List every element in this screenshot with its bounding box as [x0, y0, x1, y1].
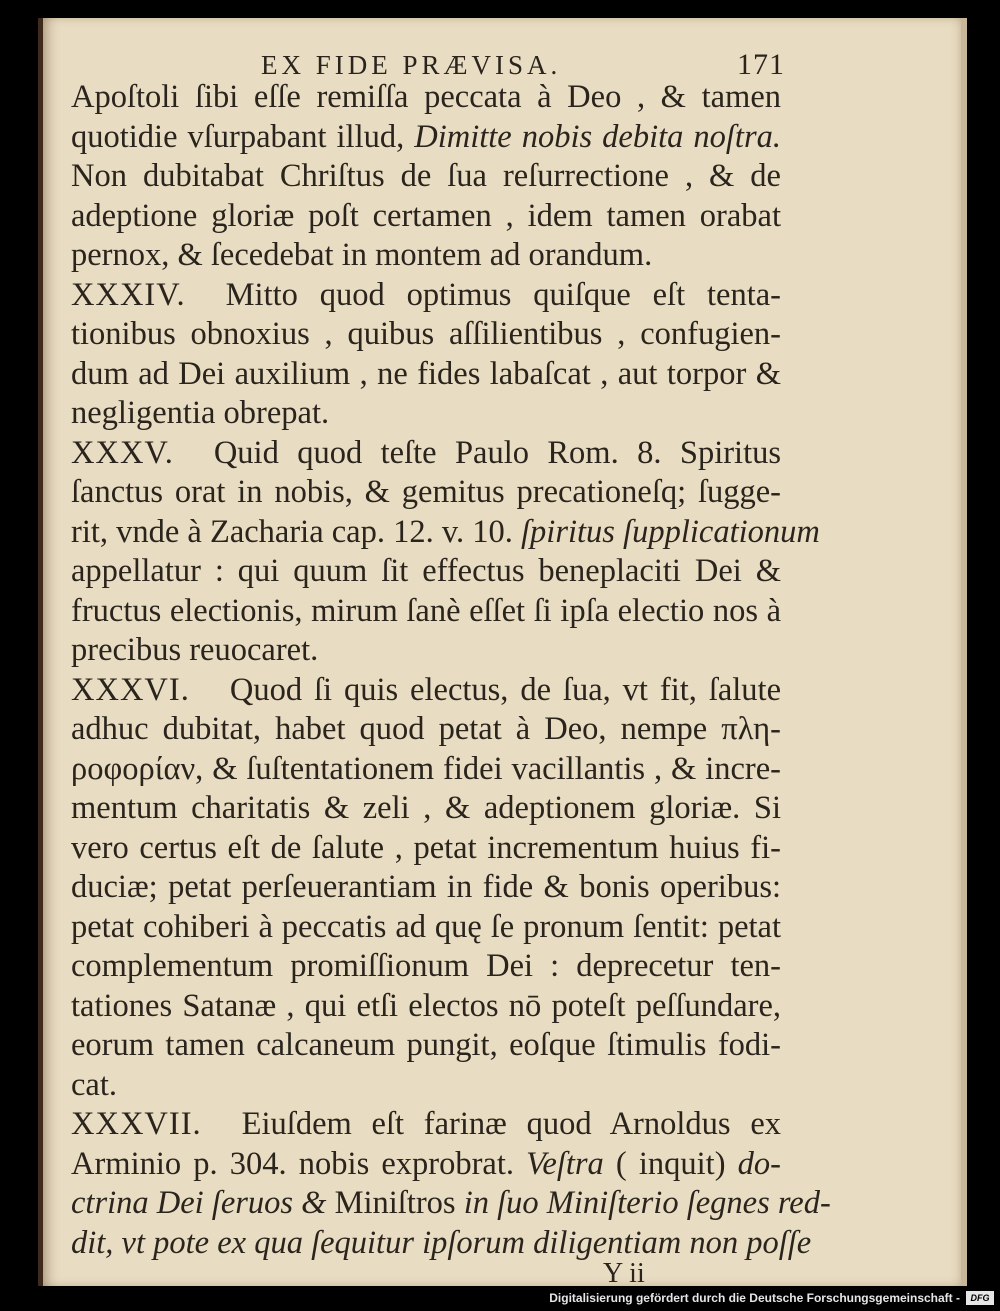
roman-text: Eiuſdem eſt farinæ quod Arnoldus ex	[241, 1106, 781, 1142]
text-line	[71, 829, 781, 869]
text-line	[71, 987, 781, 1027]
text-line	[71, 1026, 781, 1066]
roman-text: precibus reuocaret.	[71, 632, 319, 668]
text-line	[71, 236, 781, 276]
funding-credit: Digitalisierung gefördert durch die Deutsche Forschungsgemeinschaft -	[549, 1291, 960, 1305]
catchword: Y ii	[603, 1258, 645, 1289]
roman-text: ( inquit)	[603, 1145, 738, 1182]
dfg-logo: DFG	[966, 1291, 994, 1305]
roman-text: duciæ; petat perſeuerantiam in fide & bonis operibus:	[71, 869, 781, 905]
section-number: XXXVI.	[71, 671, 190, 708]
roman-text: quotidie vſurpabant illud,	[71, 118, 415, 155]
roman-text: mentum charitatis & zeli , & adeptionem gloriæ. Si	[71, 790, 781, 826]
roman-text: Non dubitabat Chriſtus de ſua reſurrectione , & de	[71, 158, 781, 194]
text-line	[71, 276, 781, 316]
text-line	[71, 710, 781, 750]
text-line	[71, 868, 781, 908]
roman-text: Quid quod teſte Paulo Rom. 8. Spiritus	[213, 434, 781, 471]
text-line	[71, 315, 781, 355]
section-number: XXXIV.	[71, 276, 186, 313]
text-line	[71, 908, 781, 948]
italic-text: ctrina Dei ſeruos &	[71, 1185, 335, 1221]
text-line	[71, 1066, 781, 1106]
text-line	[71, 394, 781, 434]
text-line	[71, 78, 781, 118]
text-line	[71, 157, 781, 197]
text-line	[71, 1105, 781, 1145]
text-line	[71, 789, 781, 829]
roman-text: vero certus eſt de ſalute , petat incrementum huius fi-	[71, 829, 781, 866]
text-body	[71, 78, 831, 1263]
roman-text: pernox, & ſecedebat in montem ad orandum.	[71, 237, 653, 273]
roman-text: cat.	[71, 1066, 118, 1103]
page-number: 171	[737, 48, 785, 81]
italic-text: Veſtra	[526, 1145, 604, 1182]
book-page	[38, 18, 967, 1289]
roman-text: ſanctus orat in nobis, & gemitus precationeſq; ſugge-	[71, 474, 781, 510]
italic-text: dit, vt pote ex qua ſequitur ipſorum diligentiam non poſſe	[71, 1224, 812, 1261]
text-line	[71, 592, 781, 632]
text-line	[71, 631, 781, 671]
running-title: EX FIDE PRÆVISA.	[261, 50, 562, 80]
roman-text: tionibus obnoxius , quibus aſſilientibus , confugien-	[71, 316, 781, 352]
roman-text: appellatur : qui quum ſit effectus beneplaciti Dei &	[71, 553, 781, 589]
roman-text: Arminio p. 304. nobis exprobrat.	[71, 1145, 527, 1182]
italic-text: in ſuo Miniſterio ſegnes red-	[463, 1185, 831, 1221]
text-line	[71, 513, 820, 553]
text-line	[71, 552, 781, 592]
roman-text: rit, vnde à Zacharia cap. 12. v. 10.	[71, 513, 522, 550]
roman-text: dum ad Dei auxilium , ne fides labaſcat , aut torpor &	[71, 355, 781, 392]
footer-bar	[0, 1289, 1000, 1309]
text-line	[71, 947, 781, 987]
text-line	[71, 473, 781, 513]
text-line	[71, 355, 781, 395]
section-number: XXXVII.	[71, 1106, 202, 1142]
text-line	[71, 671, 781, 711]
italic-text: do-	[737, 1145, 781, 1182]
roman-text: adeptione gloriæ poſt certamen , idem tamen orabat	[71, 197, 781, 234]
roman-text: ροφορίαν, & ſuſtentationem fidei vacillantis , & incre-	[71, 750, 781, 787]
roman-text: petat cohiberi à peccatis ad quę ſe pronum ſentit: petat	[71, 908, 781, 945]
text-line	[71, 1224, 812, 1264]
roman-text: adhuc dubitat, habet quod petat à Deo, nempe πλη-	[71, 711, 781, 747]
text-line	[71, 750, 781, 790]
italic-text: ſpiritus ſupplicationum	[521, 513, 820, 550]
roman-text: eorum tamen calcaneum pungit, eoſque ſtimulis fodi-	[71, 1027, 781, 1063]
roman-text: tationes Satanæ , qui etſi electos nō poteſt peſſundare,	[71, 987, 781, 1024]
roman-text: negligentia obrepat.	[71, 395, 330, 431]
text-line	[71, 1145, 781, 1185]
text-line	[71, 434, 781, 474]
roman-text: fructus electionis, mirum ſanè eſſet ſi ipſa electio nos à	[71, 592, 781, 629]
roman-text: Miniſtros	[334, 1185, 464, 1221]
roman-text: Mitto quod optimus quiſque eſt tenta-	[225, 276, 781, 313]
section-number: XXXV.	[71, 434, 174, 471]
roman-text: Quod ſi quis electus, de ſua, vt fit, ſalute	[229, 671, 781, 708]
italic-text: Dimitte nobis debita noſtra.	[414, 118, 781, 155]
roman-text: Apoſtoli ſibi eſſe remiſſa peccata à Deo , & tamen	[71, 79, 781, 115]
text-line	[71, 118, 781, 158]
text-line	[71, 1184, 831, 1224]
roman-text: complementum promiſſionum Dei : deprecetur ten-	[71, 948, 781, 984]
text-line	[71, 197, 781, 237]
